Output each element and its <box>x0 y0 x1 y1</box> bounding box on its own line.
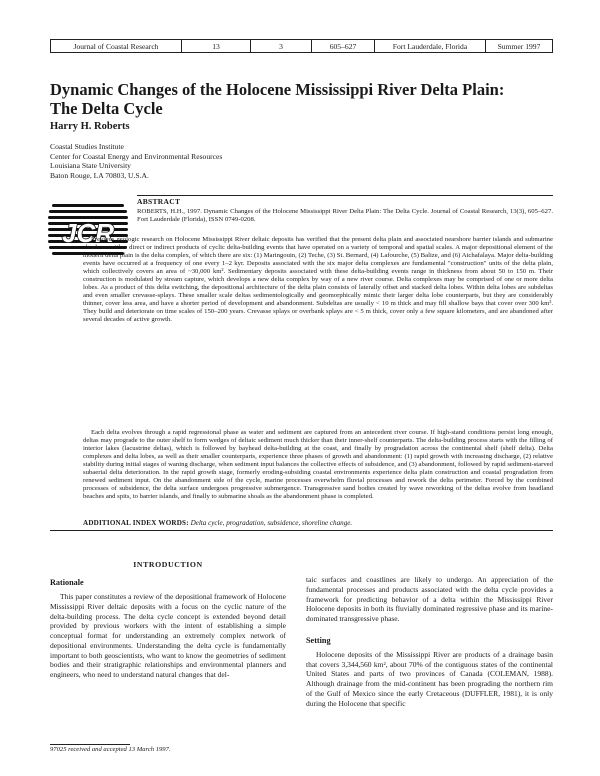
index-words-terms: Delta cycle, progradation, subsidence, shoreline change. <box>190 519 353 527</box>
affiliation-line: Coastal Studies Institute <box>50 142 124 151</box>
abstract-citation: ROBERTS, H.H., 1997. Dynamic Changes of the Holocene Mississippi River Delta Plain: The Delta Cycle. Journal of Coastal Research, 13(3), 605–627. Fort Lauderdale (Florida), ISSN 0749-0208. <box>137 208 553 224</box>
abstract-paragraph: Previous geologic research on Holocene Mississippi River deltaic deposits has verified that the present delta plain and associated nearshore barrier islands and submarine shoals are either direct or indirect products of cyclic delta-building events that have operated on a variety of temporal and spatial scales. A major depositional element of the modern delta plain is the delta complex, of which there are six: (1) Maringouin, (2) Teche, (3) St. Bernard, (4) Lafourche, (5) Balize, and (6) Atchafalaya. Major delta-building events have occurred at a frequency of one every 1–2 kyr. Deposits associated with the six major delta complexes are fundamental "construction" units of the delta plain, which collectively covers an area of ~30,000 km². Sedimentary deposits associated with these delta-building events range in thickness from about 50 to 150 m. Their construction is modulated by stream capture, which develops a new delta complex by way of a new river course. Delta complexes may be comprised of one or more delta lobes. As a product of this delta switching, the depositional architecture of the delta plain consists of laterally offset and stacked delta lobes. Within delta lobes are subdeltas and even smaller crevasse-splays. These smaller scale deltas sedimentologically and geomorphically mimic their larger delta lobe counterparts, but they are considerably thinner, cover less area, and have a shorter period of development and abandonment. Subdeltas are usually < 10 m thick and may fill shallow bays that cover over 300 km². They build and deteriorate on time scales of 150–200 years. Crevasse splays or overbank splays are < 5 m thick, cover only a few square kilometers, and are abandoned after several decades of active growth. <box>83 236 553 324</box>
index-words-label: ADDITIONAL INDEX WORDS: <box>83 519 189 527</box>
section-divider <box>50 530 553 531</box>
paper-title: Dynamic Changes of the Holocene Mississippi River Delta Plain: The Delta Cycle <box>50 80 505 118</box>
introduction-heading: INTRODUCTION <box>133 560 203 569</box>
header-volume: 13 <box>182 40 251 52</box>
journal-header <box>50 39 553 53</box>
index-words <box>83 519 352 527</box>
author-affiliation <box>50 142 222 180</box>
affiliation-line: Center for Coastal Energy and Environmental Resources <box>50 151 223 161</box>
rationale-heading: Rationale <box>50 578 84 587</box>
received-footnote: 97025 received and accepted 13 March 1997. <box>50 746 171 753</box>
footnote-divider <box>50 744 130 745</box>
abstract-divider <box>137 195 553 196</box>
continuation-paragraph: taic surfaces and coastlines are likely to undergo. An appreciation of the fundamental processes and products associated with the delta cycle provides a framework for predicting behavior of a delta within the Mississippi River Holocene deposits in both its fluvially dominated regressive phase and its marine-dominated transgressive phase. <box>306 575 553 623</box>
header-date: Summer 1997 <box>497 41 541 51</box>
abstract-paragraph: Each delta evolves through a rapid regressional phase as water and sediment are captured from an antecedent river course. If high-stand conditions persist long enough, deltas may prograde to the outer shelf to form wedges of deltaic sediment much thicker than their inner-shelf counterparts. The delta-building process starts with the filling of interior lakes (lacustrine deltas), which is followed by bayhead delta-building at the coast, and finally by progradation across the continental shelf (shelf delta). Delta complexes and delta lobes, as well as their smaller counterparts, experience three phases of growth and abandonment: (1) rapid growth with increasing discharge, (2) relative stability during initial stages of waning discharge, when sediment input balances the collective effects of subsidence, and (3) abandonment, followed by rapid sediment-starved subaerial delta deterioration. In the rapid growth stage, formerly eroding-subsiding coastal environments experience delta plain construction and coastal progradation from renewed sediment input. On the abandonment side of the cycle, marine processes overwhelm fluvial processes and rework the delta perimeter. Forced by the combined processes of subsidence, the delta surface undergoes progressive submergence. Transgressive sand bodies created by wave reworking of the deltas evolve from headland beaches and spits, to barrier islands, and finally to submarine shoals as the abandonment phase is completed. <box>83 429 553 501</box>
right-column <box>306 575 553 708</box>
affiliation-line: Baton Rouge, LA 70803, U.S.A. <box>50 170 149 180</box>
setting-heading: Setting <box>306 635 331 645</box>
header-journal: Journal of Coastal Research <box>51 40 182 52</box>
left-column <box>50 560 286 680</box>
logo-text: JCR <box>61 218 115 248</box>
abstract-heading: ABSTRACT <box>137 197 181 206</box>
affiliation-line: Louisiana State University <box>50 161 131 171</box>
setting-paragraph: Holocene deposits of the Mississippi River are products of a drainage basin that covers 3,344,560 km², about 70% of the contiguous states of the continental United States and parts of two provinces of Canada (COLEMAN, 1988). Although drainage from the mid-continent has been prograding the northern rim of the Gulf of Mexico since the early Cretaceous (DUFFLER, 1981), it is only during the Holocene that specific <box>306 649 553 708</box>
author-name: Harry H. Roberts <box>50 121 130 132</box>
header-location: Fort Lauderdale, Florida <box>375 40 486 52</box>
header-pages: 605–627 <box>312 40 375 52</box>
rationale-paragraph: This paper constitutes a review of the depositional framework of Holocene Mississippi River deltaic deposits with a focus on the cyclic nature of the delta-building process. The delta cycle concept is extended beyond detail provided by previous workers with the intent of establishing a simple conceptual format for understanding an extremely complex network of depositional environments. Understanding the delta cycle is fundamentally important to both geoscientists, who want to know the geometries of sediment bodies and their stratigraphic relationships and environmental planners and engineers, who need to understand natural changes that del- <box>50 592 286 679</box>
header-issue: 3 <box>251 40 312 52</box>
